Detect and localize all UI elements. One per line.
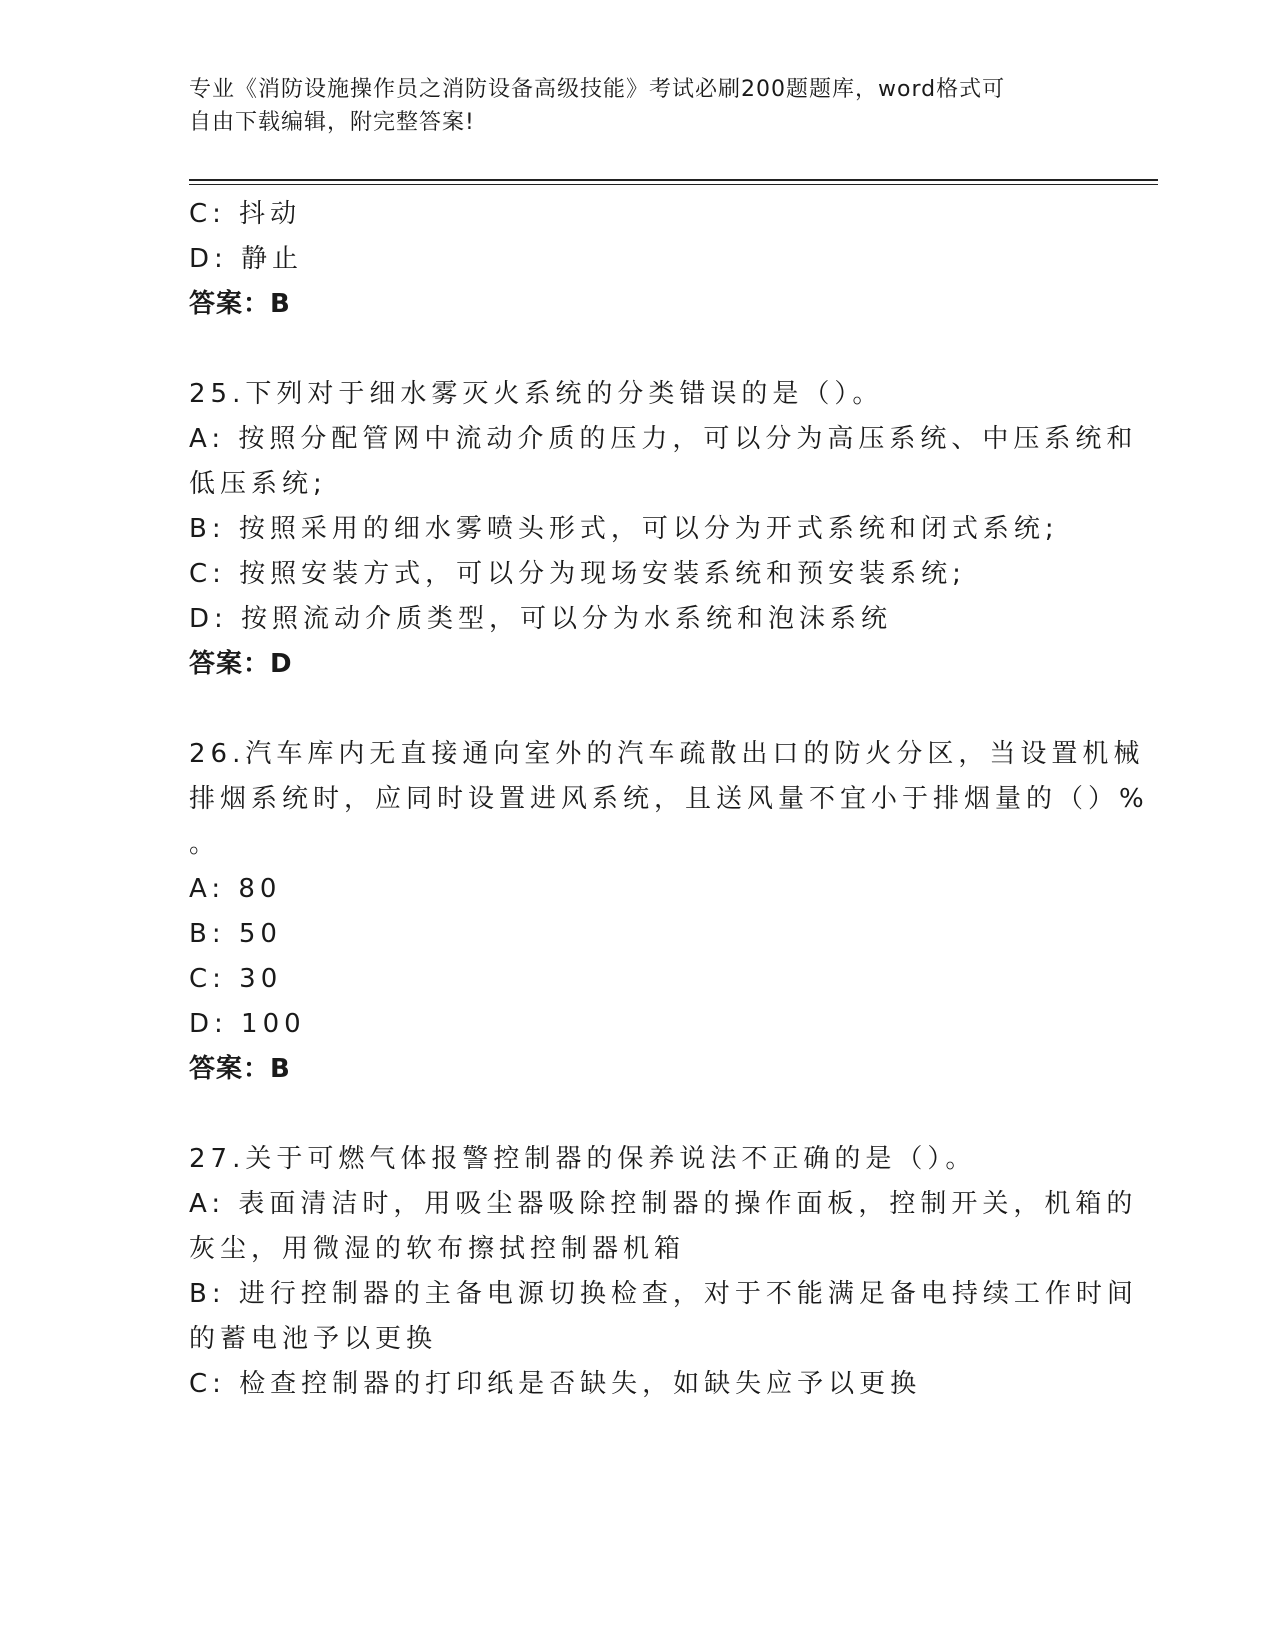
option-b: B: 按照采用的细水雾喷头形式，可以分为开式系统和闭式系统;	[189, 514, 1059, 544]
option-d: D: 静止	[189, 244, 304, 274]
option-c: C: 检查控制器的打印纸是否缺失，如缺失应予以更换	[189, 1369, 922, 1399]
option-c: C: 30	[189, 964, 283, 994]
question-list	[189, 192, 1149, 1407]
option-a: A: 表面清洁时，用吸尘器吸除控制器的操作面板，控制开关，机箱的	[189, 1189, 1138, 1219]
question-text-end: 。	[189, 829, 221, 859]
option-c: C: 抖动	[189, 199, 302, 229]
option-a-continued: 低压系统;	[189, 469, 327, 499]
answer-label: 答案：B	[189, 289, 291, 319]
spacer	[189, 687, 1089, 732]
question-block-24	[189, 192, 1089, 327]
question-block-27	[189, 1137, 1138, 1407]
spacer	[189, 1092, 1089, 1137]
spacer	[189, 327, 1089, 372]
option-c: C: 按照安装方式，可以分为现场安装系统和预安装系统;	[189, 559, 966, 589]
option-d: D: 100	[189, 1009, 306, 1039]
answer-label: 答案：B	[189, 1054, 291, 1084]
option-a: A: 按照分配管网中流动介质的压力，可以分为高压系统、中压系统和	[189, 424, 1138, 454]
option-a: A: 80	[189, 874, 282, 904]
option-b-continued: 的蓄电池予以更换	[189, 1324, 438, 1354]
option-d: D: 按照流动介质类型，可以分为水系统和泡沫系统	[189, 604, 893, 634]
question-text-continued: 排烟系统时，应同时设置进风系统，且送风量不宜小于排烟量的（）%	[189, 784, 1149, 814]
question-block-25	[189, 372, 1138, 687]
header-divider-thin	[189, 184, 1158, 185]
question-block-26	[189, 732, 1149, 1092]
option-b: B: 50	[189, 919, 282, 949]
header-divider-thick	[189, 179, 1158, 181]
header-line-1: 专业《消防设施操作员之消防设备高级技能》考试必刷200题题库，word格式可	[189, 77, 1006, 102]
document-header	[189, 73, 1079, 139]
header-line-2: 自由下载编辑，附完整答案!	[189, 110, 475, 135]
question-text: 25.下列对于细水雾灭火系统的分类错误的是（）。	[189, 379, 884, 409]
answer-label: 答案：D	[189, 649, 293, 679]
option-b: B: 进行控制器的主备电源切换检查，对于不能满足备电持续工作时间	[189, 1279, 1138, 1309]
question-text: 26.汽车库内无直接通向室外的汽车疏散出口的防火分区，当设置机械	[189, 739, 1145, 769]
option-a-continued: 灰尘，用微湿的软布擦拭控制器机箱	[189, 1234, 686, 1264]
question-text: 27.关于可燃气体报警控制器的保养说法不正确的是（）。	[189, 1144, 977, 1174]
